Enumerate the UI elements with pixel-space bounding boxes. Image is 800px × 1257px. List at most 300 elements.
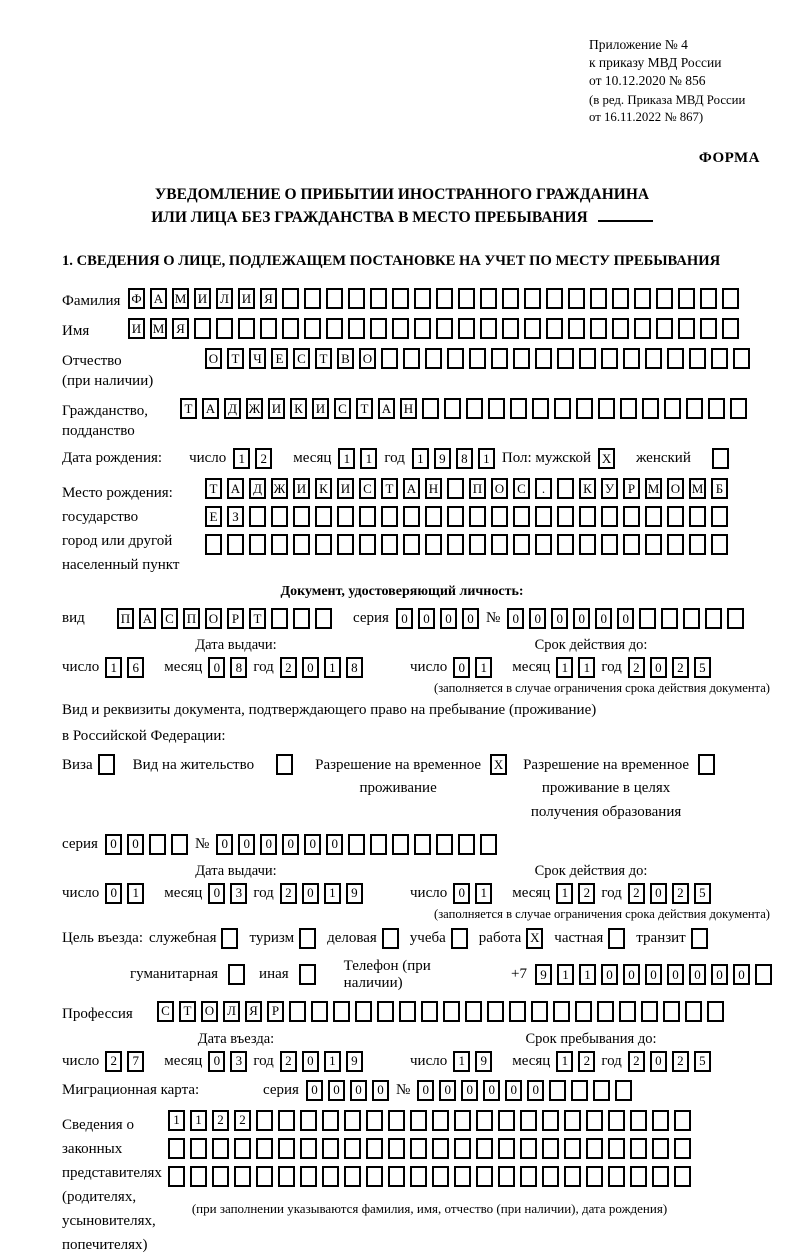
char-cell <box>535 506 552 527</box>
char-cell <box>227 534 244 555</box>
identity-issue-day-cells <box>105 657 144 678</box>
visit-purpose-row <box>62 928 772 949</box>
char-cell: Т <box>180 398 197 419</box>
identity-doc-series-cells <box>396 608 479 629</box>
residence-number-label: № <box>194 835 210 852</box>
char-cell <box>510 398 527 419</box>
char-cell: X <box>526 928 543 949</box>
char-cell <box>337 506 354 527</box>
char-cell: К <box>579 478 596 499</box>
char-cell <box>630 1110 647 1131</box>
char-cell: 9 <box>475 1051 492 1072</box>
char-cell <box>711 348 728 369</box>
birth-place-cells-row-3 <box>205 534 728 555</box>
char-cell <box>414 834 431 855</box>
char-cell <box>392 288 409 309</box>
char-cell <box>234 1166 251 1187</box>
char-cell: Ф <box>128 288 145 309</box>
char-cell <box>571 1080 588 1101</box>
char-cell <box>466 398 483 419</box>
option-temp-residence-checkbox <box>490 754 507 775</box>
char-cell: С <box>157 1001 174 1022</box>
purpose-transit-label: транзит <box>636 929 686 946</box>
char-cell <box>700 318 717 339</box>
char-cell <box>221 928 238 949</box>
sex-male-label: Пол: мужской <box>501 450 592 467</box>
char-cell <box>712 448 729 469</box>
char-cell <box>304 318 321 339</box>
representatives-cells-row-3 <box>168 1166 691 1187</box>
residence-expiry-month-label: месяц <box>512 884 551 901</box>
identity-doc-heading: Документ, удостоверяющий личность: <box>280 584 524 600</box>
char-cell: 0 <box>507 608 524 629</box>
char-cell <box>532 398 549 419</box>
char-cell <box>256 1110 273 1131</box>
char-cell <box>700 288 717 309</box>
citizenship-label-line-1: Гражданство, <box>62 403 149 420</box>
char-cell <box>293 506 310 527</box>
birth-place-label-line-3: город или другой <box>62 533 173 550</box>
char-cell <box>454 1166 471 1187</box>
char-cell: 1 <box>556 883 573 904</box>
char-cell: 1 <box>127 883 144 904</box>
char-cell <box>289 1001 306 1022</box>
migration-number-label: № <box>395 1081 411 1098</box>
representatives-label-line-3: представителях <box>62 1164 162 1181</box>
char-cell <box>691 928 708 949</box>
char-cell <box>593 1080 610 1101</box>
char-cell: 0 <box>372 1080 389 1101</box>
char-cell: 8 <box>230 657 247 678</box>
char-cell <box>432 1138 449 1159</box>
char-cell: Е <box>205 506 222 527</box>
char-cell <box>278 1138 295 1159</box>
char-cell <box>656 318 673 339</box>
doc-ref-amendment <box>589 92 772 125</box>
representatives-label-line-4: (родителях, <box>62 1188 137 1205</box>
char-cell <box>422 398 439 419</box>
char-cell: 0 <box>645 964 662 985</box>
char-cell: Д <box>249 478 266 499</box>
char-cell <box>491 506 508 527</box>
char-cell <box>293 608 310 629</box>
identity-expiry-note: (заполняется в случае ограничения срока действия документа) <box>434 681 770 696</box>
char-cell: З <box>227 506 244 527</box>
char-cell: Р <box>227 608 244 629</box>
char-cell: И <box>312 398 329 419</box>
char-cell <box>168 1138 185 1159</box>
char-cell <box>444 398 461 419</box>
char-cell <box>689 534 706 555</box>
char-cell <box>98 754 115 775</box>
char-cell <box>260 318 277 339</box>
char-cell: И <box>268 398 285 419</box>
char-cell <box>382 928 399 949</box>
char-cell <box>388 1138 405 1159</box>
char-cell: 5 <box>694 657 711 678</box>
char-cell <box>498 1138 515 1159</box>
entry-day-cells <box>105 1051 144 1072</box>
char-cell: К <box>290 398 307 419</box>
purpose-business <box>327 928 399 949</box>
identity-issue-year-label: год <box>253 659 274 676</box>
char-cell: Н <box>425 478 442 499</box>
char-cell <box>432 1110 449 1131</box>
char-cell <box>315 608 332 629</box>
doc-ref-note-line-2: от 16.11.2022 № 867) <box>589 110 704 125</box>
profession-label: Профессия <box>62 1005 133 1022</box>
char-cell <box>564 1110 581 1131</box>
purpose-other-label: иная <box>259 966 289 983</box>
char-cell: 0 <box>617 608 634 629</box>
residence-expiry-day-label: число <box>410 884 448 901</box>
char-cell <box>476 1138 493 1159</box>
char-cell: 0 <box>483 1080 500 1101</box>
char-cell <box>597 1001 614 1022</box>
patronymic-cells <box>205 348 750 369</box>
char-cell: 1 <box>324 657 341 678</box>
representatives-label-line-2: законных <box>62 1140 123 1157</box>
purpose-other-checkbox <box>299 964 316 985</box>
char-cell <box>708 398 725 419</box>
char-cell <box>366 1110 383 1131</box>
char-cell <box>432 1166 449 1187</box>
char-cell: 2 <box>255 448 272 469</box>
char-cell: 0 <box>453 657 470 678</box>
char-cell: 0 <box>304 834 321 855</box>
char-cell: 7 <box>127 1051 144 1072</box>
char-cell <box>366 1166 383 1187</box>
representatives-note: (при заполнении указываются фамилия, имя, отчество (при наличии), дата рождения) <box>191 1200 668 1216</box>
visit-purpose-row-2 <box>62 958 772 992</box>
char-cell: 1 <box>324 1051 341 1072</box>
char-cell <box>549 1080 566 1101</box>
char-cell <box>410 1166 427 1187</box>
char-cell <box>586 1110 603 1131</box>
char-cell <box>630 1138 647 1159</box>
char-cell: Б <box>711 478 728 499</box>
identity-expiry-month-label: месяц <box>512 659 551 676</box>
identity-expiry-line <box>410 657 772 678</box>
section1-heading: 1. СВЕДЕНИЯ О ЛИЦЕ, ПОДЛЕЖАЩЕМ ПОСТАНОВКЕ НА УЧЕТ ПО МЕСТУ ПРЕБЫВАНИЯ <box>62 253 721 270</box>
char-cell <box>535 534 552 555</box>
char-cell: Н <box>400 398 417 419</box>
char-cell <box>381 506 398 527</box>
char-cell: 1 <box>475 883 492 904</box>
char-cell: 2 <box>234 1110 251 1131</box>
citizenship-row <box>62 398 772 441</box>
char-cell <box>554 398 571 419</box>
sex-male-checkbox <box>598 448 615 469</box>
option-temp-residence-edu-label-line-1: Разрешение на временное <box>523 757 690 774</box>
char-cell <box>598 398 615 419</box>
char-cell <box>579 506 596 527</box>
char-cell: О <box>205 348 222 369</box>
char-cell: 1 <box>475 657 492 678</box>
char-cell: . <box>535 478 552 499</box>
char-cell: 1 <box>478 448 495 469</box>
char-cell <box>370 288 387 309</box>
char-cell <box>249 534 266 555</box>
char-cell: Я <box>260 288 277 309</box>
residence-series-label: серия <box>62 835 98 852</box>
char-cell <box>513 506 530 527</box>
char-cell <box>359 506 376 527</box>
char-cell <box>392 834 409 855</box>
char-cell <box>623 348 640 369</box>
residence-doc-options <box>62 754 772 824</box>
option-temp-residence-edu-label-line-2: проживание в целях <box>541 780 671 797</box>
purpose-humanitarian-label: гуманитарная <box>130 966 219 983</box>
char-cell <box>498 1110 515 1131</box>
char-cell <box>359 534 376 555</box>
char-cell: 0 <box>462 608 479 629</box>
char-cell: А <box>378 398 395 419</box>
char-cell <box>608 1138 625 1159</box>
purpose-work-label: работа <box>478 929 522 946</box>
char-cell <box>630 1166 647 1187</box>
char-cell <box>256 1138 273 1159</box>
char-cell <box>370 318 387 339</box>
char-cell <box>711 506 728 527</box>
option-temp-residence-edu-label-line-3: получения образования <box>530 803 682 820</box>
char-cell: И <box>128 318 145 339</box>
char-cell: П <box>117 608 134 629</box>
char-cell <box>249 506 266 527</box>
representatives-cells-row-2 <box>168 1138 691 1159</box>
purpose-work-checkbox <box>526 928 543 949</box>
purpose-study-label: учеба <box>409 929 446 946</box>
char-cell <box>315 534 332 555</box>
patronymic-label <box>62 348 205 391</box>
char-cell: 9 <box>346 1051 363 1072</box>
char-cell: 5 <box>694 883 711 904</box>
char-cell <box>256 1166 273 1187</box>
char-cell <box>678 318 695 339</box>
char-cell <box>652 1110 669 1131</box>
birth-place-cells <box>205 478 728 562</box>
char-cell: 2 <box>280 883 297 904</box>
forma-label: ФОРМА <box>698 149 760 166</box>
char-cell: М <box>172 288 189 309</box>
migration-number-cells <box>417 1080 632 1101</box>
char-cell <box>480 318 497 339</box>
char-cell: 1 <box>168 1110 185 1131</box>
char-cell: X <box>490 754 507 775</box>
char-cell: 1 <box>360 448 377 469</box>
identity-expiry-month-cells <box>556 657 595 678</box>
char-cell <box>642 398 659 419</box>
representatives-cells <box>168 1110 691 1217</box>
migration-card-row <box>62 1080 772 1101</box>
char-cell <box>557 534 574 555</box>
identity-expiry-year-cells <box>628 657 711 678</box>
purpose-study <box>410 928 468 949</box>
char-cell: 0 <box>306 1080 323 1101</box>
char-cell <box>322 1138 339 1159</box>
residence-expiry-heading: Срок действия до: <box>534 862 648 879</box>
char-cell <box>641 1001 658 1022</box>
char-cell: Т <box>205 478 222 499</box>
option-residence-permit-label: Вид на жительство <box>132 757 255 774</box>
birth-place-label-line-4: населенный пункт <box>62 557 180 574</box>
char-cell: С <box>334 398 351 419</box>
char-cell: 2 <box>212 1110 229 1131</box>
char-cell <box>293 534 310 555</box>
char-cell: 0 <box>461 1080 478 1101</box>
entry-month-cells <box>208 1051 247 1072</box>
option-temp-residence-label <box>315 754 481 801</box>
char-cell: 3 <box>230 1051 247 1072</box>
identity-doc-number-cells <box>507 608 744 629</box>
char-cell: Л <box>223 1001 240 1022</box>
residence-number-cells <box>216 834 497 855</box>
char-cell <box>520 1110 537 1131</box>
stay-year-cells <box>628 1051 711 1072</box>
purpose-business-checkbox <box>382 928 399 949</box>
char-cell <box>238 318 255 339</box>
char-cell <box>667 348 684 369</box>
char-cell <box>216 318 233 339</box>
char-cell <box>299 928 316 949</box>
char-cell <box>619 1001 636 1022</box>
purpose-official <box>149 928 239 949</box>
char-cell <box>564 1138 581 1159</box>
char-cell: Т <box>381 478 398 499</box>
char-cell <box>502 318 519 339</box>
char-cell: 0 <box>623 964 640 985</box>
char-cell <box>663 1001 680 1022</box>
char-cell: 2 <box>280 1051 297 1072</box>
char-cell <box>348 318 365 339</box>
char-cell <box>300 1166 317 1187</box>
char-cell: 0 <box>733 964 750 985</box>
char-cell: Л <box>216 288 233 309</box>
char-cell: 0 <box>396 608 413 629</box>
char-cell <box>447 506 464 527</box>
char-cell: М <box>645 478 662 499</box>
purpose-business-label: деловая <box>327 929 377 946</box>
char-cell <box>205 534 222 555</box>
char-cell <box>271 534 288 555</box>
migration-series-label: серия <box>263 1081 299 1098</box>
char-cell: М <box>689 478 706 499</box>
char-cell <box>381 534 398 555</box>
char-cell: Р <box>267 1001 284 1022</box>
char-cell: Д <box>224 398 241 419</box>
char-cell: 0 <box>711 964 728 985</box>
char-cell: Е <box>271 348 288 369</box>
purpose-tourism <box>249 928 316 949</box>
char-cell <box>436 834 453 855</box>
char-cell <box>414 318 431 339</box>
char-cell: 0 <box>417 1080 434 1101</box>
phone-cells <box>535 964 772 985</box>
char-cell <box>586 1138 603 1159</box>
char-cell <box>212 1138 229 1159</box>
char-cell: 0 <box>238 834 255 855</box>
char-cell: 0 <box>302 883 319 904</box>
char-cell: 2 <box>628 883 645 904</box>
char-cell <box>469 534 486 555</box>
birth-day-cells <box>233 448 272 469</box>
doc-ref-note-line-1: (в ред. Приказа МВД России <box>589 93 746 108</box>
option-visa <box>62 754 115 777</box>
char-cell <box>149 834 166 855</box>
purpose-study-checkbox <box>451 928 468 949</box>
stay-until-col <box>410 1031 772 1072</box>
char-cell: 6 <box>127 657 144 678</box>
representatives-label <box>62 1110 168 1257</box>
char-cell <box>678 288 695 309</box>
char-cell: 0 <box>302 657 319 678</box>
representatives-label-line-1: Сведения о <box>62 1116 134 1133</box>
char-cell: 8 <box>346 657 363 678</box>
identity-issue-heading: Дата выдачи: <box>195 637 277 654</box>
identity-issue-month-label: месяц <box>164 659 203 676</box>
doc-ref-line-2: к приказу МВД России <box>589 54 722 70</box>
char-cell <box>620 398 637 419</box>
char-cell <box>282 288 299 309</box>
char-cell <box>711 534 728 555</box>
purpose-transit-checkbox <box>691 928 708 949</box>
form-title-line-2-text: ИЛИ ЛИЦА БЕЗ ГРАЖДАНСТВА В МЕСТО ПРЕБЫВАНИЯ <box>151 208 588 226</box>
char-cell <box>513 348 530 369</box>
identity-expiry-col <box>410 637 772 696</box>
char-cell <box>531 1001 548 1022</box>
stay-until-heading: Срок пребывания до: <box>525 1030 657 1047</box>
char-cell <box>370 834 387 855</box>
char-cell <box>348 834 365 855</box>
stay-until-line <box>410 1051 772 1072</box>
purpose-work <box>479 928 544 949</box>
char-cell <box>282 318 299 339</box>
char-cell: К <box>315 478 332 499</box>
char-cell <box>685 1001 702 1022</box>
char-cell <box>388 1166 405 1187</box>
residence-doc-intro-2: в Российской Федерации: <box>62 728 226 745</box>
char-cell: 0 <box>595 608 612 629</box>
purpose-private-checkbox <box>608 928 625 949</box>
char-cell <box>623 534 640 555</box>
char-cell <box>727 608 744 629</box>
char-cell: 1 <box>324 883 341 904</box>
char-cell <box>403 348 420 369</box>
char-cell <box>705 608 722 629</box>
char-cell <box>315 506 332 527</box>
char-cell <box>645 534 662 555</box>
entry-year-cells <box>280 1051 363 1072</box>
char-cell: 0 <box>208 657 225 678</box>
citizenship-cells <box>180 398 747 419</box>
identity-expiry-year-label: год <box>601 659 622 676</box>
residence-issue-month-cells <box>208 883 247 904</box>
option-temp-residence-edu-label <box>523 754 689 824</box>
char-cell <box>322 1166 339 1187</box>
citizenship-label <box>62 398 180 441</box>
residence-expiry-col <box>410 863 772 922</box>
char-cell <box>436 288 453 309</box>
char-cell <box>730 398 747 419</box>
char-cell: 1 <box>105 657 122 678</box>
birth-day-label: число <box>189 450 227 467</box>
char-cell <box>524 318 541 339</box>
residence-issue-year-cells <box>280 883 363 904</box>
char-cell <box>348 288 365 309</box>
char-cell <box>674 1110 691 1131</box>
birth-month-label: месяц <box>293 450 332 467</box>
identity-doc-type-cells <box>117 608 332 629</box>
